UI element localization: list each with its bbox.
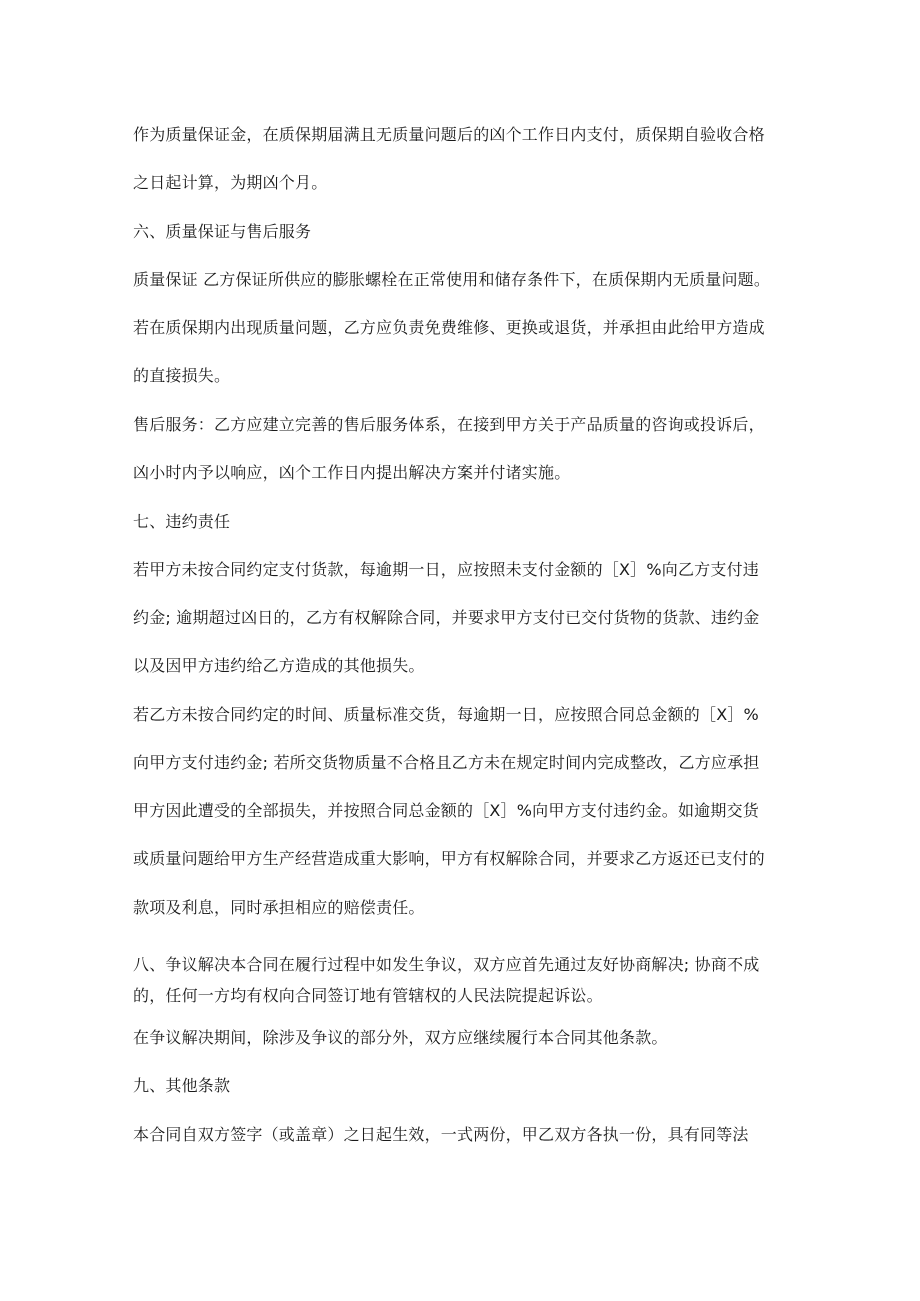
text-line: 若甲方未按合同约定支付货款，每逾期一日，应按照未支付金额的［X］%向乙方支付违 [133, 560, 759, 579]
text-line: 向甲方支付违约金; 若所交货物质量不合格且乙方未在规定时间内完成整改，乙方应承担 [133, 753, 760, 772]
text-line: 本合同自双方签字（或盖章）之日起生效，一式两份，甲乙双方各执一份，具有同等法 [133, 1125, 749, 1144]
text-line: 的，任何一方均有权向合同签订地有管辖权的人民法院提起诉讼。 [133, 986, 603, 1005]
text-line: 约金; 逾期超过凶日的，乙方有权解除合同，并要求甲方支付已交付货物的货款、违约金 [133, 608, 760, 627]
text-line: 之日起计算，为期凶个月。 [133, 173, 328, 192]
section-heading: 七、违约责任 [133, 512, 231, 531]
text-line: 若乙方未按合同约定的时间、质量标准交货，每逾期一日，应按照合同总金额的［X］% [133, 705, 759, 724]
text-line: 凶小时内予以响应，凶个工作日内提出解决方案并付诸实施。 [133, 463, 571, 482]
text-line: 或质量问题给甲方生产经营造成重大影响，甲方有权解除合同，并要求乙方返还已支付的 [133, 849, 765, 868]
section-heading: 九、其他条款 [133, 1076, 231, 1095]
text-line: 款项及利息，同时承担相应的赔偿责任。 [133, 898, 425, 917]
section-heading: 八、争议解决本合同在履行过程中如发生争议，双方应首先通过友好协商解决; 协商不成 [133, 955, 760, 974]
text-line: 作为质量保证金，在质保期届满且无质量问题后的凶个工作日内支付，质保期自验收合格 [133, 125, 765, 144]
text-line: 售后服务：乙方应建立完善的售后服务体系，在接到甲方关于产品质量的咨询或投诉后， [133, 415, 765, 434]
text-line: 的直接损失。 [133, 366, 231, 385]
text-line: 在争议解决期间，除涉及争议的部分外，双方应继续履行本合同其他条款。 [133, 1028, 668, 1047]
text-line: 质量保证 乙方保证所供应的膨胀螺栓在正常使用和储存条件下，在质保期内无质量问题。 [133, 270, 771, 289]
text-line: 若在质保期内出现质量问题，乙方应负责免费维修、更换或退货，并承担由此给甲方造成 [133, 318, 765, 337]
text-line: 甲方因此遭受的全部损失，并按照合同总金额的［X］%向甲方支付违约金。如逾期交货 [133, 801, 759, 820]
section-heading: 六、质量保证与售后服务 [133, 222, 312, 241]
text-line: 以及因甲方违约给乙方造成的其他损失。 [133, 656, 425, 675]
